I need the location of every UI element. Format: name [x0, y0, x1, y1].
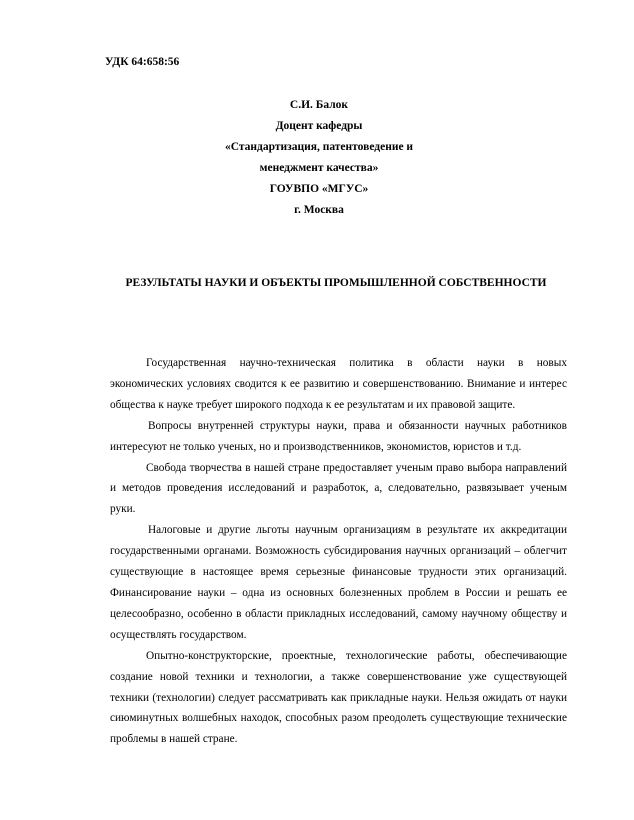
- udc-code: УДК 64:658:56: [105, 56, 180, 68]
- author-position: Доцент кафедры: [275, 120, 363, 132]
- paragraph: Опытно-конструкторские, проектные, технологические работы, обеспечивающие создание новой техники и технологии, а также совершенствование уже существующей техники (технологии) следует рассматривать как прикладные науки. Нельзя ожидать от науки сиюминутных волшебных находок, способных разом преодолеть существующие технические проблемы в нашей стране.: [110, 649, 567, 746]
- article-body: [110, 353, 567, 750]
- paragraph: Государственная научно-техническая политика в области науки в новых экономических условиях сводится к ее развитию и совершенствованию. Внимание и интерес общества к науке требует широкого подхода к ее результатам и их правовой защите.: [110, 357, 567, 411]
- author-department-line-1: «Стандартизация, патентоведение и: [224, 141, 414, 153]
- article-title: РЕЗУЛЬТАТЫ НАУКИ И ОБЪЕКТЫ ПРОМЫШЛЕННОЙ СОБСТВЕННОСТИ: [125, 277, 547, 289]
- author-department-line-2: менеджмент качества»: [259, 162, 379, 174]
- paragraph: Свобода творчества в нашей стране предоставляет ученым право выбора направлений и методов проведения исследований и разработок, а, следовательно, развязывает ученым руки.: [110, 461, 567, 516]
- author-institution: ГОУВПО «МГУС»: [269, 183, 369, 195]
- author-name: С.И. Балок: [289, 99, 349, 111]
- paragraph: Вопросы внутренней структуры науки, права и обязанности научных работников интересуют не только ученых, но и производственников, экономистов, юристов и т.д.: [110, 419, 567, 453]
- author-city: г. Москва: [294, 204, 344, 216]
- paragraph: Налоговые и другие льготы научным организациям в результате их аккредитации государственными органами. Возможность субсидирования научных организаций – облегчит существующие в настоящее время серьезные финансовые трудности этих организаций. Финансирование науки – одна из основных болезненных проблем в России и решать ее целесообразно, особенно в области прикладных исследований, самому научному обществу и осуществлять государством.: [110, 524, 567, 641]
- author-info: [130, 95, 508, 221]
